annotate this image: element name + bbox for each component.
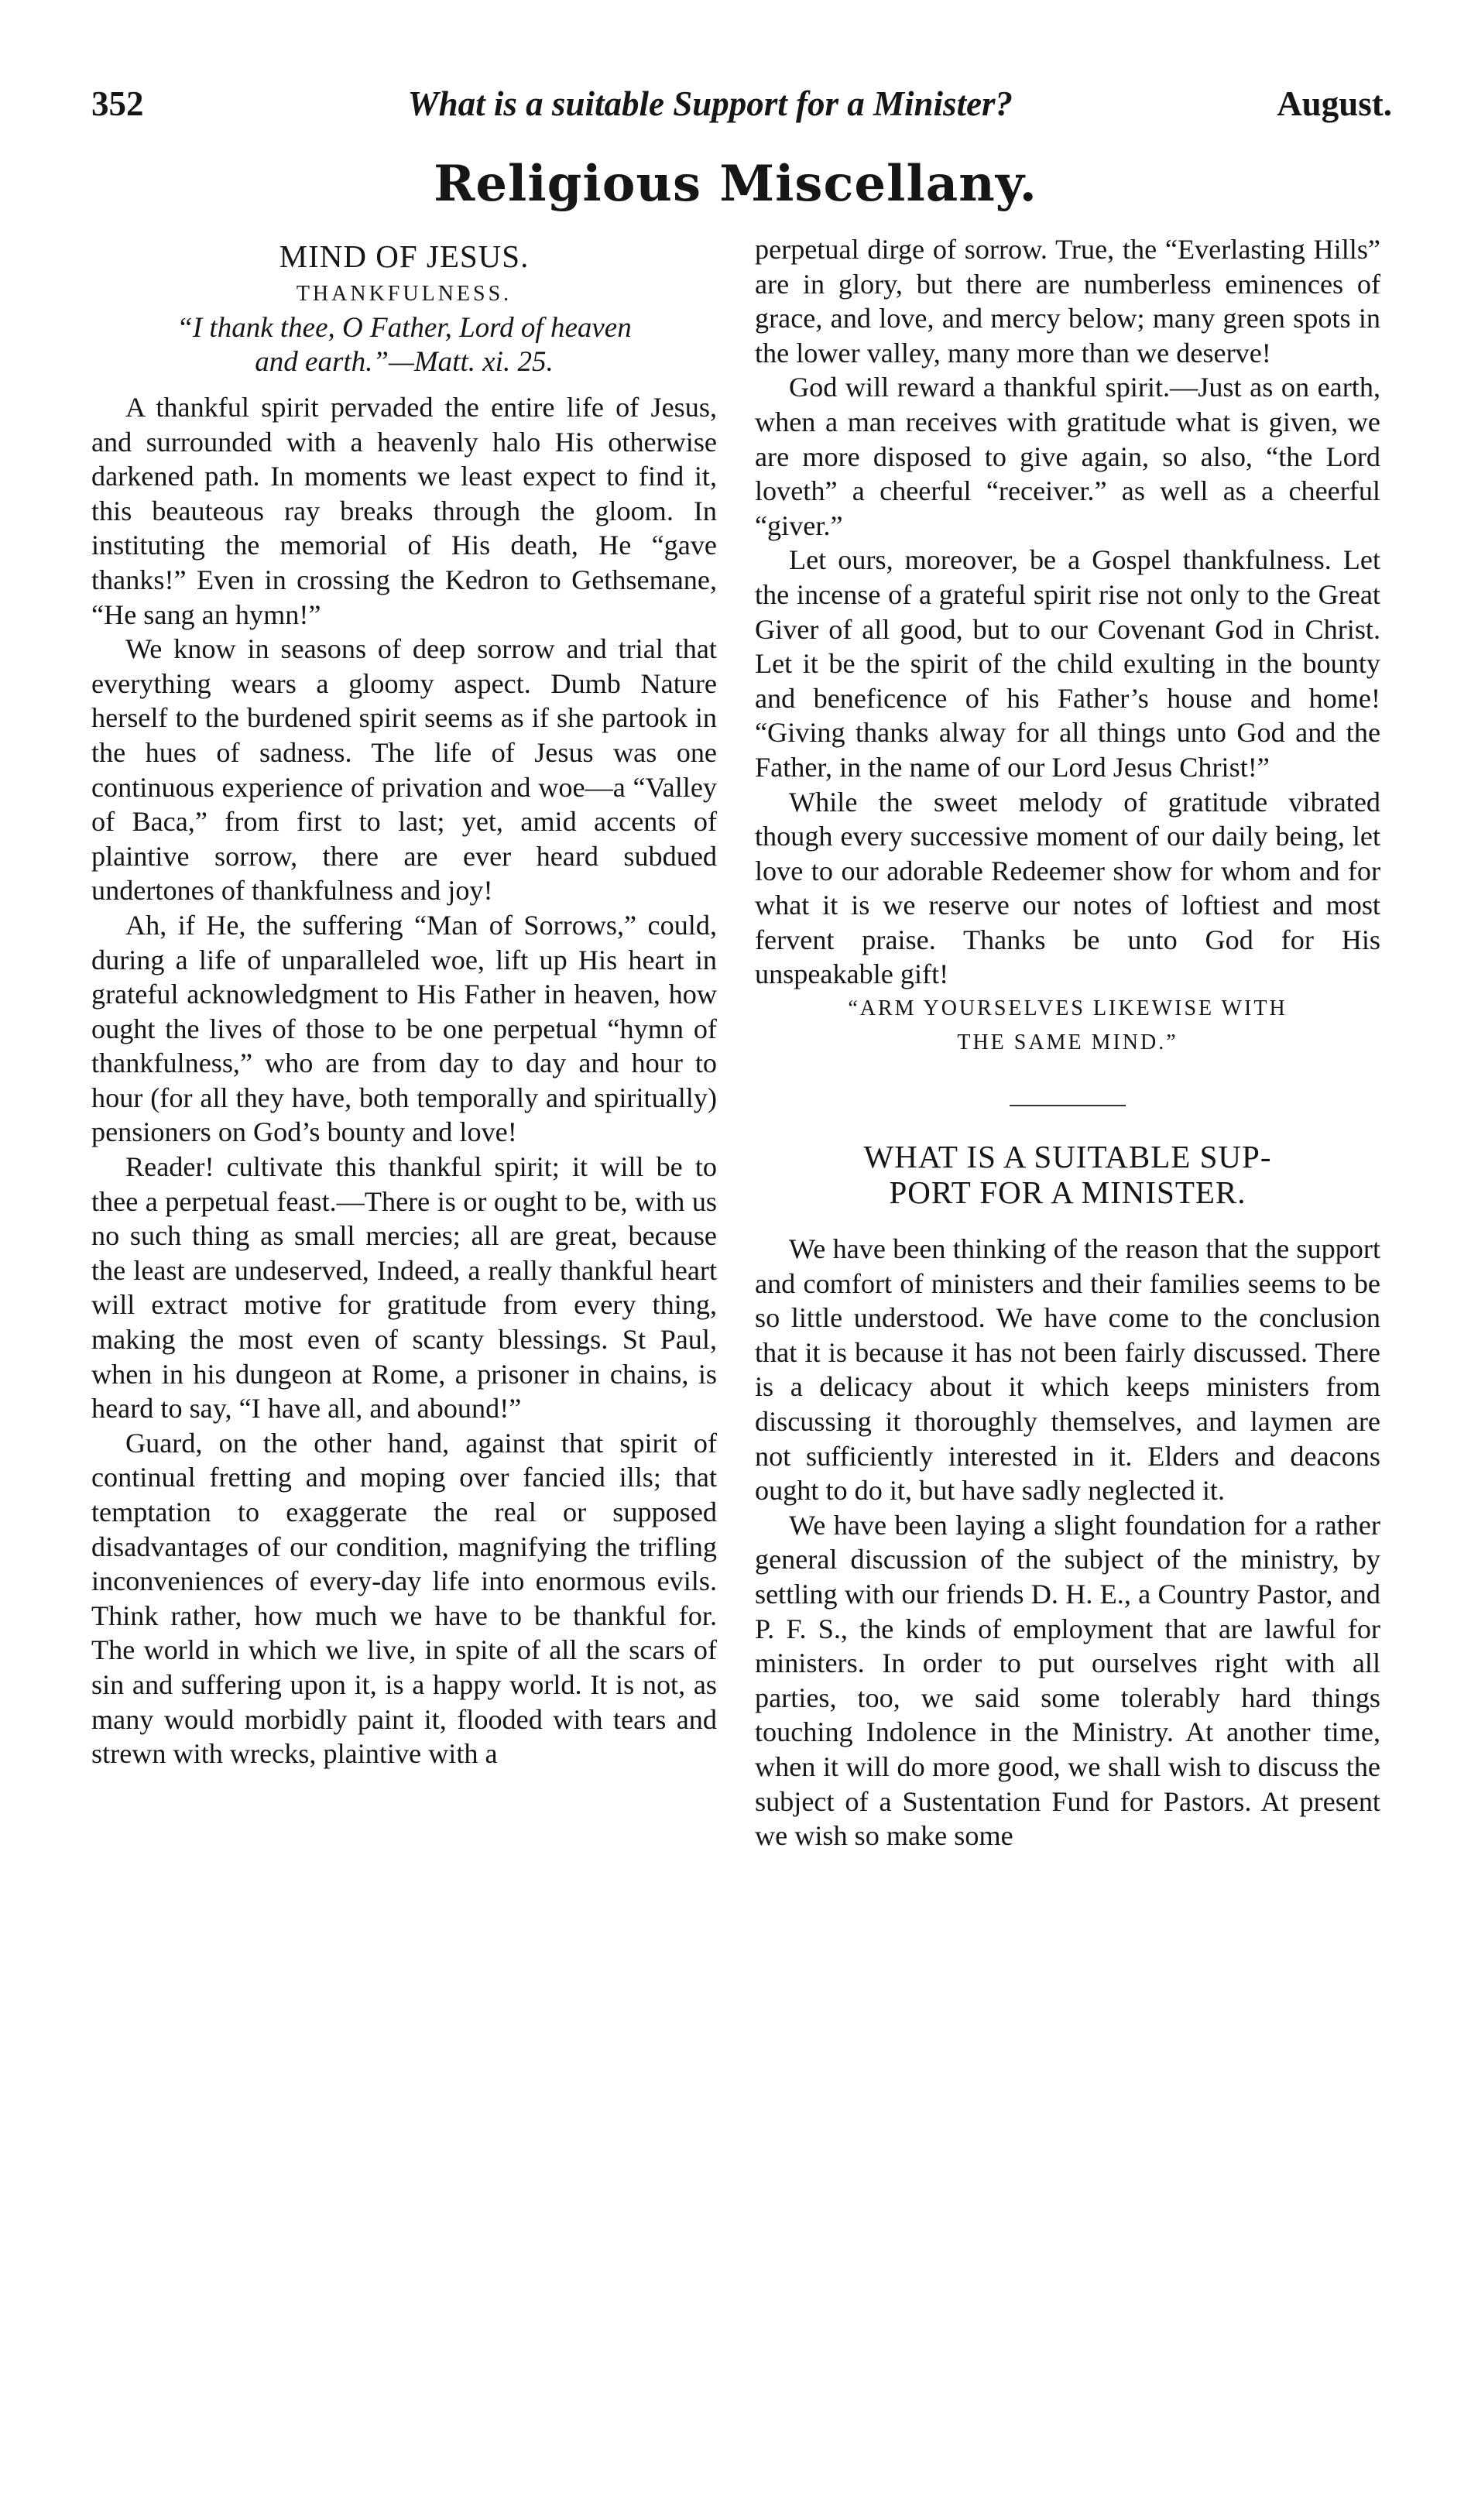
article-subtitle: THANKFULNESS. — [296, 282, 513, 306]
paragraph: Guard, on the other hand, against that spirit of continual fretting and moping over fancied ills; that temptation to exaggerate the real or supposed disadvantages of our condition, magnifying the trifling inconveniences of every-day life into enormous evils. Think rather, how much we have to be thankful for. The world in which we live, in spite of all the scars of sin and suffering upon it, is a happy world. It is not, as many would morbidly paint it, flooded with tears and strewn with wrecks, plaintive with a — [91, 1427, 717, 1770]
paragraph: God will reward a thankful spirit.—Just as on earth, when a man receives with gratitude what is given, we are more disposed to give again, so also, “the Lord loveth” a cheerful “receiver.” as well as a cheerful “giver.” — [755, 372, 1380, 541]
paragraph-continued: perpetual dirge of sorrow. True, the “Everlasting Hills” are in glory, but there are numberless eminences of grace, and love, and mercy below; many green spots in the lower valley, many more than we deserve! — [755, 234, 1380, 369]
epigraph-line: “I thank thee, O Father, Lord of heaven — [177, 312, 632, 344]
department-heading: Religious Miscellany. — [434, 155, 1037, 213]
running-head — [91, 84, 1392, 138]
paragraph: We have been laying a slight foundation for a rather general discussion of the subject of the ministry, by settling with our friends D. H. E., a Country Pastor, and P. F. S., the kinds of employment that are lawful for ministers. In order to put ourselves right with all parties, too, we said some tolerably hard things touching Indolence in the Ministry. At another time, when it will do more good, we shall wish to discuss the subject of a Sustentation Fund for Pastors. At present we wish so make some — [755, 1509, 1380, 1852]
page-number: 352 — [91, 84, 144, 123]
right-column — [755, 232, 1380, 1853]
paragraph: We know in seasons of deep sorrow and trial that everything wears a gloomy aspect. Dumb Nature herself to the burdened spirit seems as if she partook in the hues of sadness. The life of Jesus was one continuous experience of privation and woe—a “Valley of Baca,” from first to last; yet, amid accents of plaintive sorrow, there are ever heard subdued undertones of thankfulness and joy! — [91, 633, 717, 907]
closing-line: THE SAME MIND.” — [957, 1030, 1178, 1055]
paragraph: While the sweet melody of gratitude vibrated though every successive moment of our daily being, let love to our adorable Redeemer show for whom and for what it is we reserve our notes of loftiest and most fervent praise. Thanks be unto God for His unspeakable gift! — [755, 786, 1380, 990]
epigraph — [91, 311, 717, 379]
article-title-line: WHAT IS A SUITABLE SUP- — [863, 1139, 1272, 1175]
closing-line: “ARM YOURSELVES LIKEWISE WITH — [848, 996, 1288, 1021]
running-month: August. — [1277, 84, 1392, 123]
running-title: What is a suitable Support for a Minister? — [407, 84, 1013, 123]
left-column — [91, 232, 717, 1771]
paragraph: Ah, if He, the suffering “Man of Sorrows,” could, during a life of unparalleled woe, lift up His heart in grateful acknowledgment to His Father in heaven, how ought the lives of those to be one perpetual “hymn of thankfulness,” who are from day to day and hour to hour (for all they have, both temporally and spiritually) pensioners on God’s bounty and love! — [91, 909, 717, 1148]
article-title: MIND OF JESUS. — [279, 238, 530, 274]
epigraph-line: and earth.”—Matt. xi. 25. — [255, 346, 554, 378]
paragraph: A thankful spirit pervaded the entire life of Jesus, and surrounded with a heavenly halo His otherwise darkened path. In moments we least expect to find it, this beauteous ray breaks through the gloom. In instituting the memorial of His death, He “gave thanks!” Even in crossing the Kedron to Gethsemane, “He sang an hymn!” — [91, 392, 717, 630]
paragraph: We have been thinking of the reason that the support and comfort of ministers and their families seems to be so little understood. We have come to the conclusion that it is because it has not been fairly discussed. There is a delicacy about it which keeps ministers from discussing it thoroughly themselves, and laymen are not sufficiently interested in it. Elders and deacons ought to do it, but have sadly neglected it. — [755, 1233, 1380, 1507]
article-title-line: PORT FOR A MINISTER. — [889, 1174, 1246, 1211]
closing-exhortation — [755, 992, 1380, 1060]
paragraph: Reader! cultivate this thankful spirit; it will be to thee a perpetual feast.—There is or ought to be, with us no such thing as small mercies; all are great, because the least are undeserved, Indeed, a really thankful heart will extract motive for gratitude from every thing, making the most even of scanty blessings. St Paul, when in his dungeon at Rome, a prisoner in chains, is heard to say, “I have all, and abound!” — [91, 1151, 717, 1425]
section-divider — [1010, 1105, 1126, 1106]
paragraph: Let ours, moreover, be a Gospel thankfulness. Let the incense of a grateful spirit rise not only to the Great Giver of all good, but to our Covenant God in Christ. Let it be the spirit of the child exulting in the bounty and beneficence of his Father’s house and home! “Giving thanks alway for all things unto God and the Father, in the name of our Lord Jesus Christ!” — [755, 544, 1380, 783]
article-title — [755, 1139, 1380, 1210]
